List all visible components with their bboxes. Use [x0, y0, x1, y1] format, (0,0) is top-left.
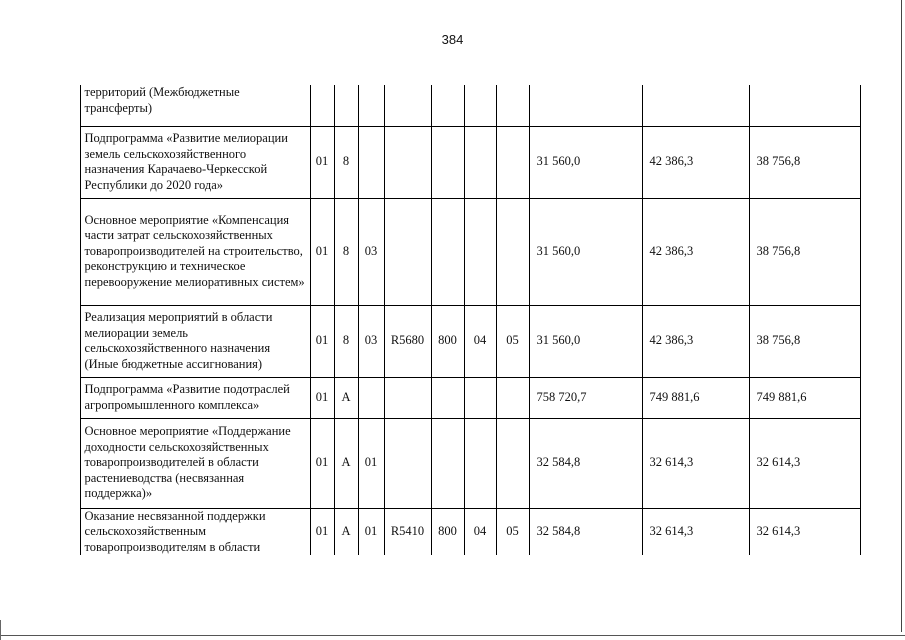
code-event: 01 — [358, 508, 384, 555]
amount-3: 38 756,8 — [749, 126, 860, 198]
code-program — [310, 85, 334, 126]
code-subprogram: А — [334, 377, 358, 418]
table-margin-cell — [51, 418, 80, 508]
code-subsection — [496, 198, 529, 305]
table-row — [51, 305, 860, 377]
row-name: Основное мероприятие «Компенсация части затрат сельскохозяйственных товаропроизводителей на строительство, реконструкцию и техническое перевооружение мелиоративных систем» — [80, 198, 310, 305]
amount-3: 38 756,8 — [749, 305, 860, 377]
code-section — [464, 198, 496, 305]
code-expense-type: 800 — [431, 305, 464, 377]
code-section — [464, 85, 496, 126]
code-subprogram: А — [334, 508, 358, 555]
code-subprogram: А — [334, 418, 358, 508]
scan-edge-left — [0, 620, 1, 640]
code-subsection — [496, 377, 529, 418]
table-margin-cell — [51, 198, 80, 305]
code-event — [358, 85, 384, 126]
code-subprogram: 8 — [334, 305, 358, 377]
code-expense-type — [431, 377, 464, 418]
code-subprogram — [334, 85, 358, 126]
amount-2 — [642, 85, 749, 126]
table-margin-cell — [51, 85, 80, 126]
page-number: 384 — [441, 32, 464, 47]
row-name: Реализация мероприятий в области мелиорации земель сельскохозяйственного назначения (Иные бюджетные ассигнования) — [80, 305, 310, 377]
code-subsection: 05 — [496, 508, 529, 555]
code-program: 01 — [310, 198, 334, 305]
code-program: 01 — [310, 305, 334, 377]
table-margin-cell — [51, 508, 80, 555]
code-direction — [384, 198, 431, 305]
table-row — [51, 126, 860, 198]
table-margin-cell — [51, 377, 80, 418]
code-subsection — [496, 126, 529, 198]
row-name: Подпрограмма «Развитие подотраслей агропромышленного комплекса» — [80, 377, 310, 418]
code-expense-type: 800 — [431, 508, 464, 555]
code-subsection — [496, 85, 529, 126]
amount-2: 32 614,3 — [642, 508, 749, 555]
amount-1: 758 720,7 — [529, 377, 642, 418]
amount-1 — [529, 85, 642, 126]
code-subprogram: 8 — [334, 126, 358, 198]
table-row — [51, 85, 860, 126]
code-expense-type — [431, 418, 464, 508]
table-row — [51, 418, 860, 508]
code-section: 04 — [464, 305, 496, 377]
amount-2: 42 386,3 — [642, 198, 749, 305]
amount-1: 31 560,0 — [529, 198, 642, 305]
amount-2: 42 386,3 — [642, 126, 749, 198]
table-margin-cell — [51, 305, 80, 377]
code-expense-type — [431, 85, 464, 126]
code-subprogram: 8 — [334, 198, 358, 305]
amount-2: 32 614,3 — [642, 418, 749, 508]
code-direction: R5410 — [384, 508, 431, 555]
code-event: 03 — [358, 198, 384, 305]
amount-3 — [749, 85, 860, 126]
amount-3: 32 614,3 — [749, 508, 860, 555]
table-row — [51, 198, 860, 305]
code-section — [464, 418, 496, 508]
code-direction — [384, 418, 431, 508]
amount-1: 32 584,8 — [529, 418, 642, 508]
code-event — [358, 377, 384, 418]
amount-1: 31 560,0 — [529, 305, 642, 377]
code-event: 03 — [358, 305, 384, 377]
code-event: 01 — [358, 418, 384, 508]
amount-3: 749 881,6 — [749, 377, 860, 418]
code-direction: R5680 — [384, 305, 431, 377]
amount-3: 38 756,8 — [749, 198, 860, 305]
code-expense-type — [431, 126, 464, 198]
row-name: Оказание несвязанной поддержки сельскохозяйственным товаропроизводителям в области — [80, 508, 310, 555]
code-section — [464, 126, 496, 198]
scan-edge-bottom — [0, 635, 905, 636]
row-name: территорий (Межбюджетные трансферты) — [80, 85, 310, 126]
table-row — [51, 508, 860, 555]
code-program: 01 — [310, 377, 334, 418]
code-direction — [384, 85, 431, 126]
code-direction — [384, 126, 431, 198]
row-name: Подпрограмма «Развитие мелиорации земель сельскохозяйственного назначения Карачаево-Черкесской Республики до 2020 года» — [80, 126, 310, 198]
amount-2: 42 386,3 — [642, 305, 749, 377]
code-expense-type — [431, 198, 464, 305]
code-subsection — [496, 418, 529, 508]
amount-1: 32 584,8 — [529, 508, 642, 555]
amount-3: 32 614,3 — [749, 418, 860, 508]
scan-edge-right — [901, 0, 902, 632]
code-program: 01 — [310, 418, 334, 508]
code-program: 01 — [310, 126, 334, 198]
table-margin-cell — [51, 126, 80, 198]
code-direction — [384, 377, 431, 418]
code-event — [358, 126, 384, 198]
budget-table — [51, 85, 861, 555]
amount-2: 749 881,6 — [642, 377, 749, 418]
code-subsection: 05 — [496, 305, 529, 377]
code-program: 01 — [310, 508, 334, 555]
code-section — [464, 377, 496, 418]
amount-1: 31 560,0 — [529, 126, 642, 198]
code-section: 04 — [464, 508, 496, 555]
row-name: Основное мероприятие «Поддержание доходности сельскохозяйственных товаропроизводителей в области растениеводства (несвязанная поддержка)» — [80, 418, 310, 508]
table-row — [51, 377, 860, 418]
